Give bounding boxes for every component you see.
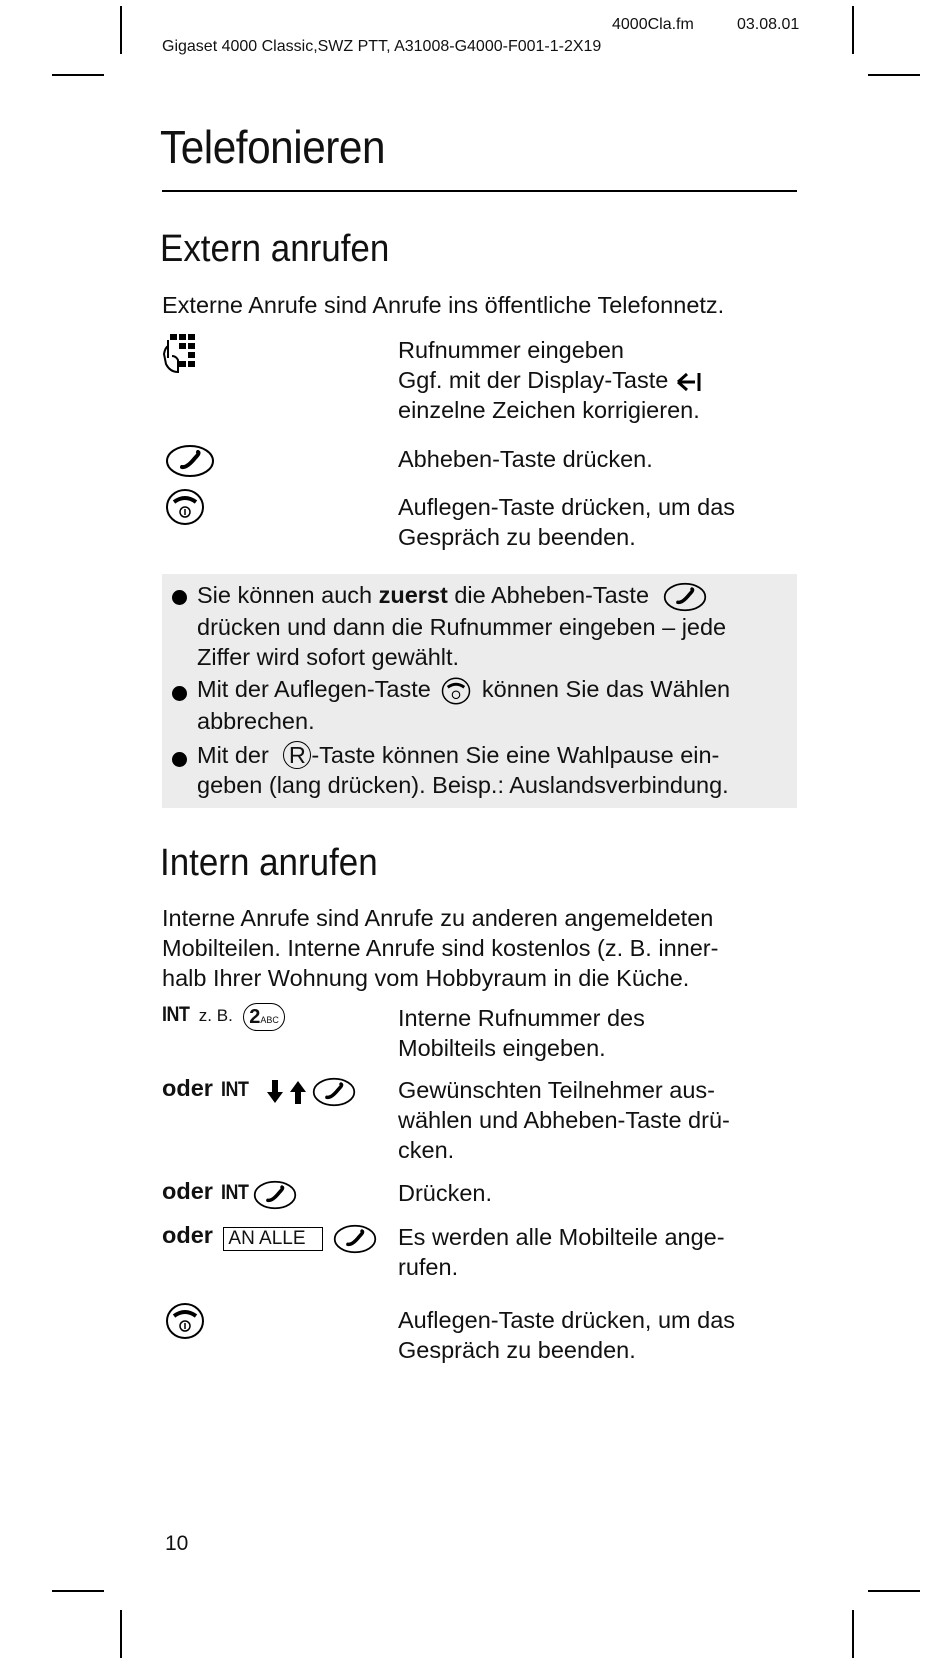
lift-handset-icon [332, 1224, 378, 1254]
intern-step-3: Drücken. [398, 1180, 493, 1206]
page-number: 10 [165, 1532, 189, 1555]
key-2-icon: 2ABC [243, 1003, 285, 1031]
keypad-icon [162, 334, 204, 378]
zb-label: z. B. [198, 1006, 233, 1026]
lift-handset-icon [165, 444, 215, 478]
intern-key-row-3 [162, 1178, 298, 1210]
crop-mark [868, 74, 920, 76]
intern-step-5: Auflegen-Taste drücken, um das Gespräch zu beenden. [398, 1307, 736, 1363]
intern-key-row-2 [162, 1075, 357, 1107]
crop-mark [852, 6, 854, 54]
int-key: INT [221, 1078, 249, 1101]
crop-mark [120, 1610, 122, 1658]
intern-step-4: Es werden alle Mobilteile ange- rufen. [398, 1224, 725, 1280]
header-product: Gigaset 4000 Classic,SWZ PTT, A31008-G4000-F001-1-2X19 [162, 38, 602, 55]
header-date: 03.08.01 [737, 16, 800, 33]
intern-step-2: Gewünschten Teilnehmer aus- wählen und Abheben-Taste drü- cken. [398, 1077, 730, 1163]
tip-box [162, 574, 797, 808]
crop-mark [868, 1590, 920, 1592]
extern-step-1: Rufnummer eingeben Ggf. mit der Display-Taste einzelne Zeichen korrigieren. [398, 335, 703, 425]
extern-intro: Externe Anrufe sind Anrufe ins öffentliche Telefonnetz. [162, 292, 725, 318]
oder-label: oder [162, 1222, 213, 1248]
extern-step-2: Abheben-Taste drücken. [398, 446, 653, 472]
tip-3: Mit der R -Taste können Sie eine Wahlpause ein- geben (lang drücken). Beisp.: Auslandsverbindung. [197, 742, 729, 798]
bullet [172, 752, 187, 767]
an-alle-display-key: AN ALLE [223, 1227, 323, 1251]
extern-step-3: Auflegen-Taste drücken, um das Gespräch zu beenden. [398, 494, 736, 550]
bullet [172, 590, 187, 605]
tip-2: Mit der Auflegen-Taste können Sie das Wählen abbrechen. [197, 676, 731, 734]
arrow-down-icon [266, 1080, 284, 1104]
title-rule [162, 190, 797, 192]
hangup-icon [165, 488, 205, 526]
oder-label: oder [162, 1075, 213, 1101]
crop-mark [52, 1590, 104, 1592]
intern-key-row-1 [162, 1003, 285, 1031]
hangup-icon [441, 676, 471, 706]
intern-key-row-4 [162, 1222, 378, 1254]
header-file: 4000Cla.fm [612, 16, 694, 33]
crop-mark [852, 1610, 854, 1658]
oder-label: oder [162, 1178, 213, 1204]
section-heading-intern: Intern anrufen [160, 842, 378, 884]
crop-mark [52, 74, 104, 76]
int-key: INT [162, 1003, 190, 1027]
int-key: INT [221, 1181, 249, 1204]
intern-intro: Interne Anrufe sind Anrufe zu anderen angemeldeten Mobilteilen. Interne Anrufe sind kostenlos (z. B. inner- halb Ihrer Wohnung vom Hobbyraum in die Küche. [162, 905, 719, 991]
backspace-icon [675, 370, 703, 394]
tip-1: Sie können auch zuerst die Abheben-Taste drücken und dann die Rufnummer eingeben – jede Ziffer wird sofort gewählt. [197, 582, 727, 670]
lift-handset-icon [662, 582, 708, 612]
lift-handset-icon [252, 1180, 298, 1210]
lift-handset-icon [311, 1077, 357, 1107]
crop-mark [120, 6, 122, 54]
page-title: Telefonieren [160, 121, 386, 173]
section-heading-extern: Extern anrufen [160, 228, 390, 270]
arrow-up-icon [289, 1080, 307, 1104]
hangup-icon [165, 1302, 205, 1340]
r-key-icon: R [283, 741, 311, 769]
bullet [172, 686, 187, 701]
intern-step-1: Interne Rufnummer des Mobilteils eingeben. [398, 1005, 645, 1061]
